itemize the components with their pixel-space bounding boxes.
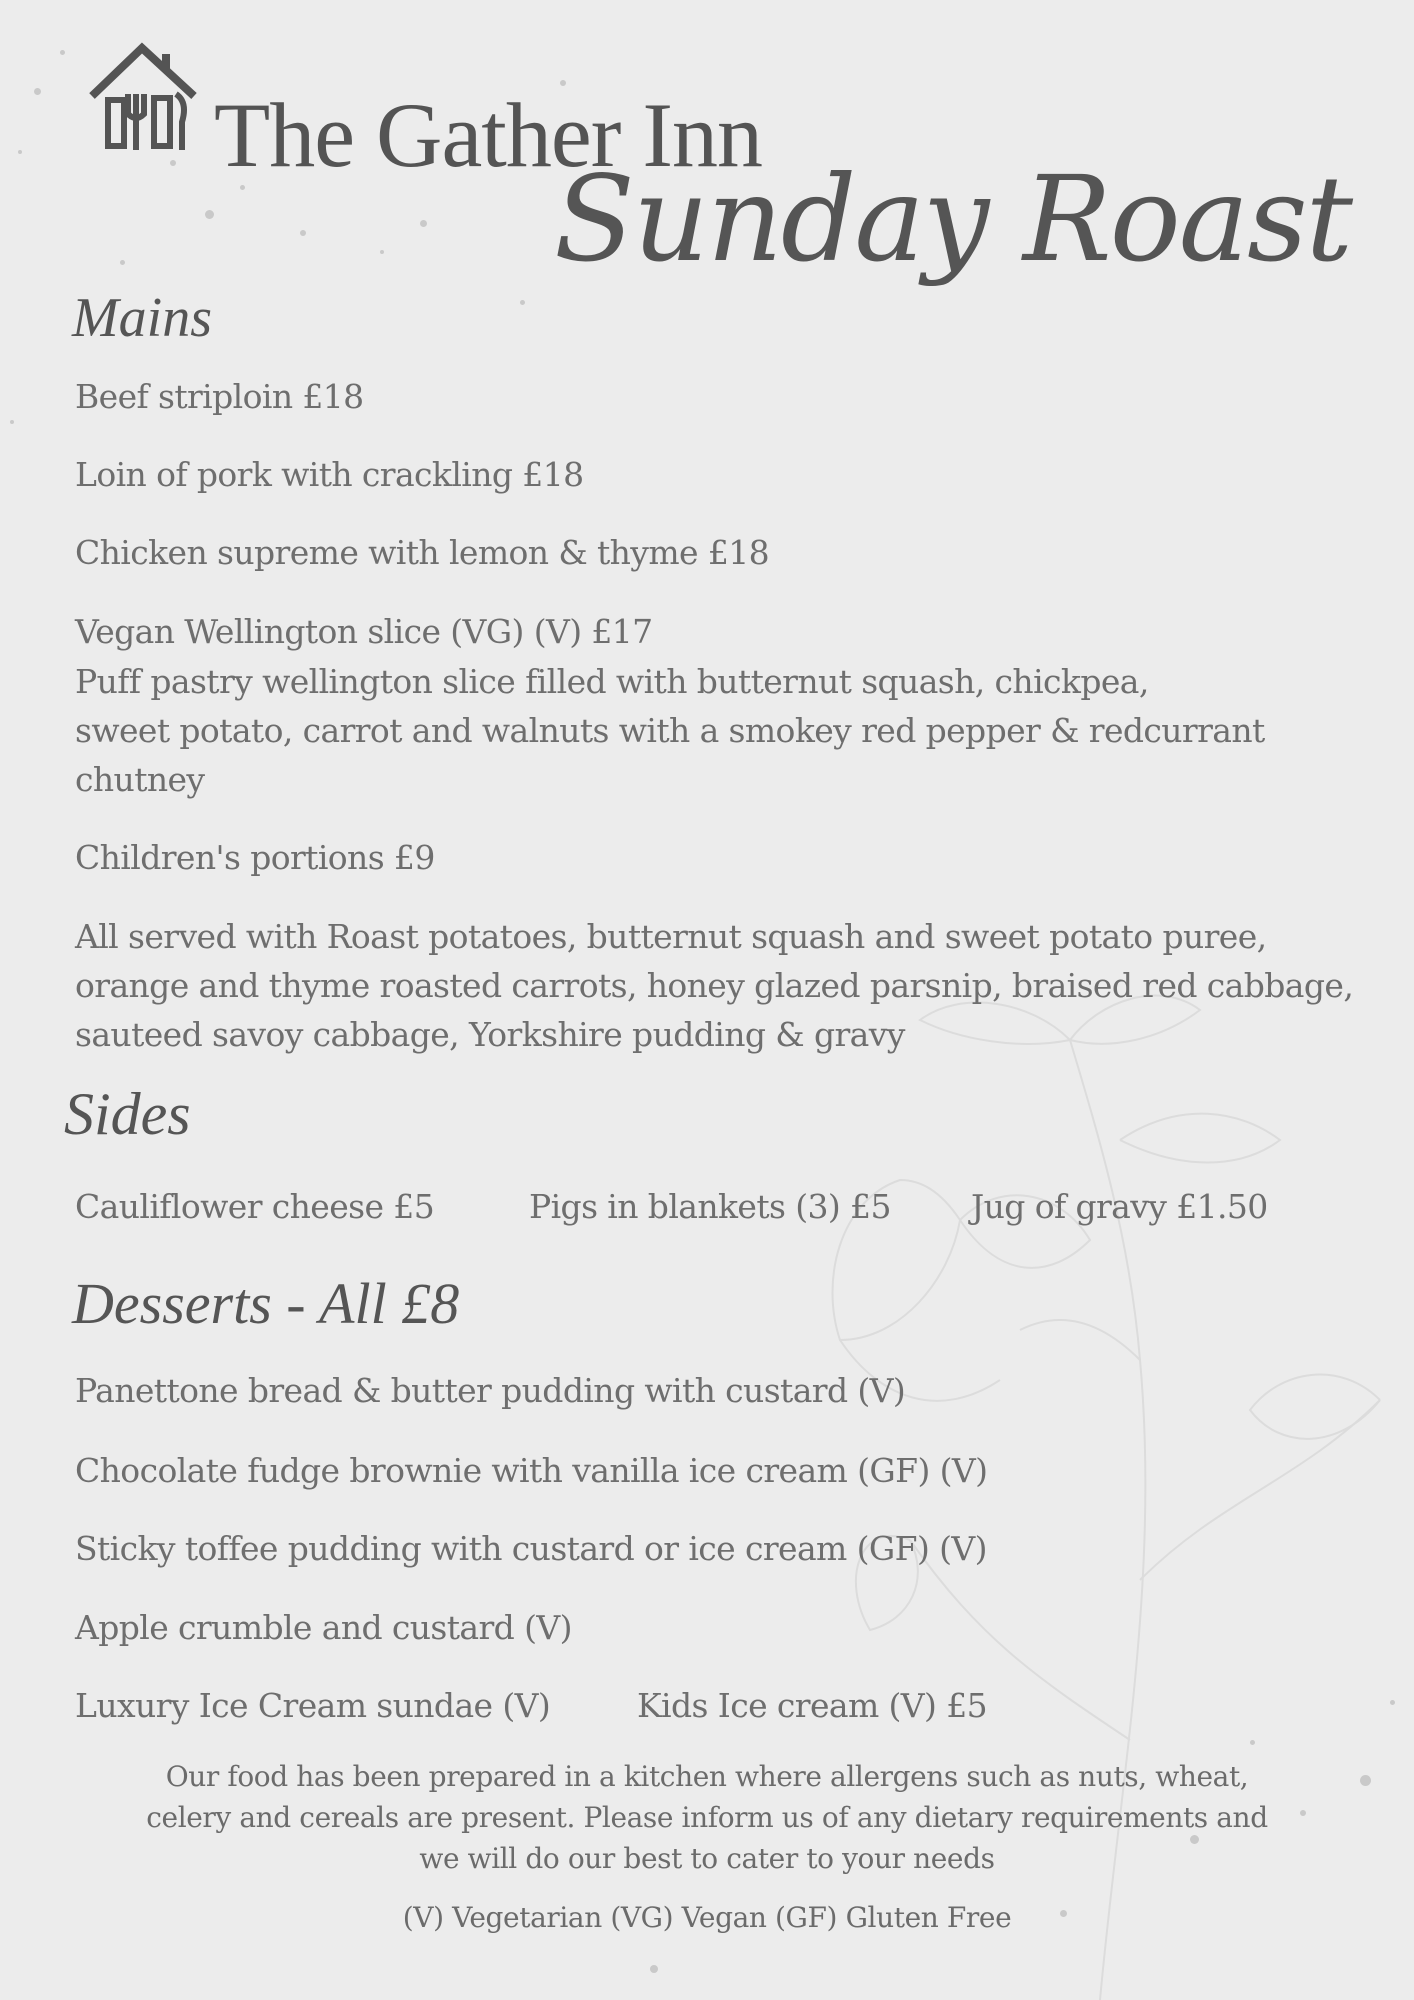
allergen-line: Our food has been prepared in a kitchen where allergens such as nuts, wheat, [165,1760,1249,1793]
menu-item: Vegan Wellington slice (VG) (V) £17 [75,612,653,651]
mains-heading: Mains [72,287,212,349]
dessert-item: Apple crumble and custard (V) [75,1608,572,1647]
menu-item: Loin of pork with crackling £18 [75,455,584,494]
side-item: Jug of gravy £1.50 [971,1187,1268,1226]
allergen-line: we will do our best to cater to your needs [419,1842,995,1875]
menu-item: Beef striploin £18 [75,377,364,416]
dessert-item: Chocolate fudge brownie with vanilla ice cream (GF) (V) [75,1451,988,1490]
allergen-line: celery and cereals are present. Please inform us of any dietary requirements and [146,1801,1268,1834]
wellington-description [75,657,1365,804]
page-title: Sunday Roast [554,150,1352,288]
side-item: Pigs in blankets (3) £5 [529,1187,891,1226]
sides-heading: Sides [64,1081,191,1147]
dessert-item: Sticky toffee pudding with custard or ice cream (GF) (V) [75,1529,987,1568]
served-with-line: sauteed savoy cabbage, Yorkshire pudding & gravy [75,1015,905,1054]
description-line: sweet potato, carrot and walnuts with a smokey red pepper & redcurrant [75,711,1265,750]
children-portions: Children's portions £9 [75,838,435,877]
description-line: Puff pastry wellington slice filled with butternut squash, chickpea, [75,662,1149,701]
side-item: Cauliflower cheese £5 [75,1187,435,1226]
brand-name: The Gather Inn [214,84,762,186]
allergen-notice [0,1756,1414,1879]
served-with-line: orange and thyme roasted carrots, honey glazed parsnip, braised red cabbage, [75,966,1354,1005]
served-with-line: All served with Roast potatoes, butternut squash and sweet potato puree, [75,917,1267,956]
menu-item: Chicken supreme with lemon & thyme £18 [75,533,770,572]
dessert-item: Luxury Ice Cream sundae (V) [75,1686,551,1725]
house-with-cutlery-icon [84,38,202,166]
dessert-item: Panettone bread & butter pudding with custard (V) [75,1371,906,1410]
dessert-item: Kids Ice cream (V) £5 [637,1686,987,1725]
desserts-heading: Desserts - All £8 [72,1271,460,1336]
served-with-note [75,912,1365,1059]
description-line: chutney [75,760,205,799]
dietary-key: (V) Vegetarian (VG) Vegan (GF) Gluten Free [402,1901,1012,1934]
